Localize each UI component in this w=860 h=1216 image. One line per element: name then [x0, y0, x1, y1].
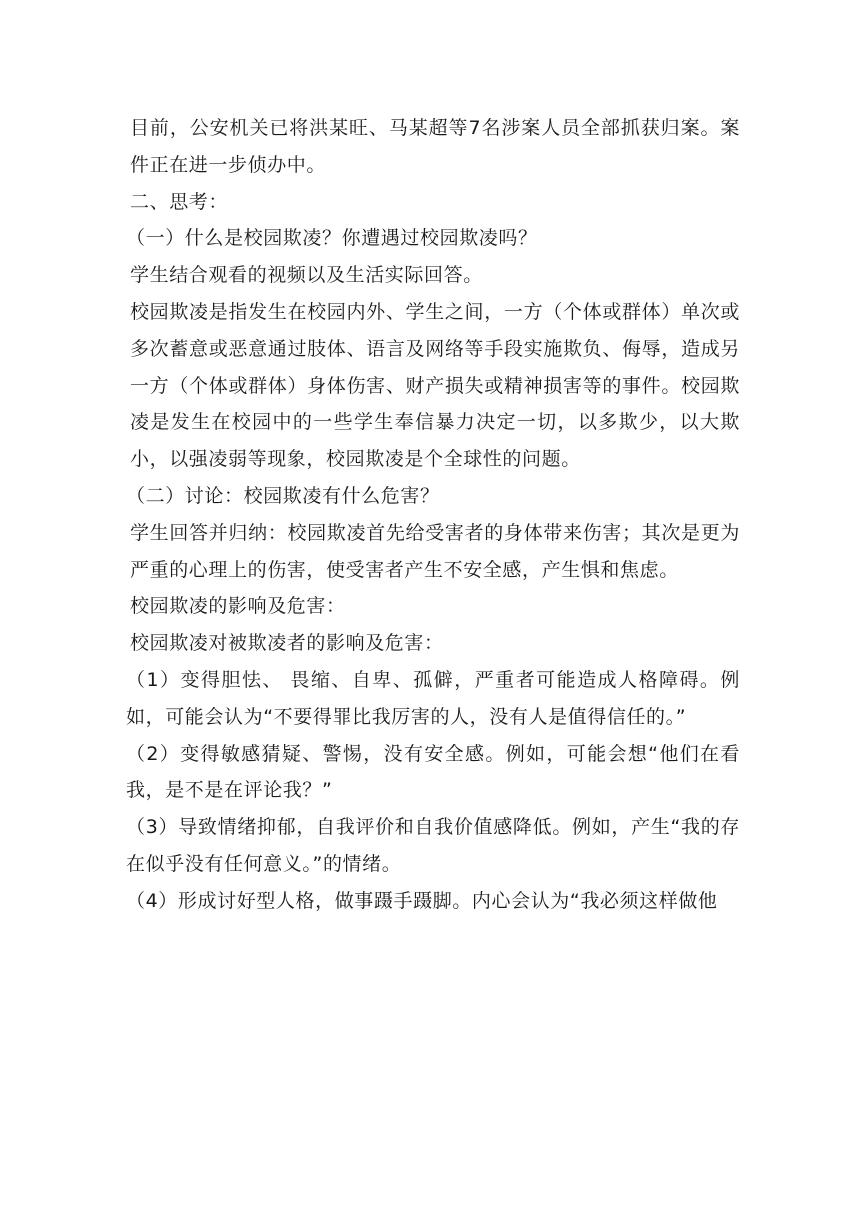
heading-impact-and-harm: 校园欺凌的影响及危害：	[130, 595, 346, 618]
paragraph-bullying-definition: 校园欺凌是指发生在校园内外、学生之间，一方（个体或群体）单次或多次蓄意或恶意通过肢体、语言及网络等手段实施欺负、侮辱，造成另一方（个体或群体）身体伤害、财产损失或精神损害等的事件。校园欺凌是发生在校园中的一些学生奉信暴力决定一切，以多欺少，以大欺小，以强凌弱等现象，校园欺凌是个全球性的问题。	[130, 300, 740, 471]
list-item-impact-2: （2）变得敏感猜疑、警惕，没有安全感。例如，可能会想“他们在看我，是不是在评论我？”	[126, 742, 740, 802]
paragraph-student-answer: 学生结合观看的视频以及生活实际回答。	[130, 264, 483, 287]
question-harm-discussion: （二）讨论：校园欺凌有什么危害？	[126, 484, 440, 507]
list-item-impact-1: （1）变得胆怯、 畏缩、自卑、孤僻，严重者可能造成人格障碍。例如，可能会认为“不要得罪比我厉害的人，没有人是值得信任的。”	[126, 668, 740, 728]
document-body	[126, 110, 740, 920]
list-item-impact-3: （3）导致情绪抑郁，自我评价和自我价值感降低。例如，产生“我的存在似乎没有任何意义。”的情绪。	[126, 816, 740, 875]
heading-impact-on-victims: 校园欺凌对被欺凌者的影响及危害：	[130, 632, 444, 655]
question-what-is-bullying: （一）什么是校园欺凌？你遭遇过校园欺凌吗？	[126, 227, 538, 250]
list-item-impact-4: （4）形成讨好型人格，做事蹑手蹑脚。内心会认为“我必须这样做他	[126, 889, 718, 912]
paragraph-case-status: 目前，公安机关已将洪某旺、马某超等7名涉案人员全部抓获归案。案件正在进一步侦办中。	[130, 117, 740, 176]
paragraph-student-summary: 学生回答并归纳：校园欺凌首先给受害者的身体带来伤害；其次是更为严重的心理上的伤害，使受害者产生不安全感，产生惧和焦虑。	[130, 521, 740, 581]
heading-thinking: 二、思考：	[130, 190, 229, 213]
